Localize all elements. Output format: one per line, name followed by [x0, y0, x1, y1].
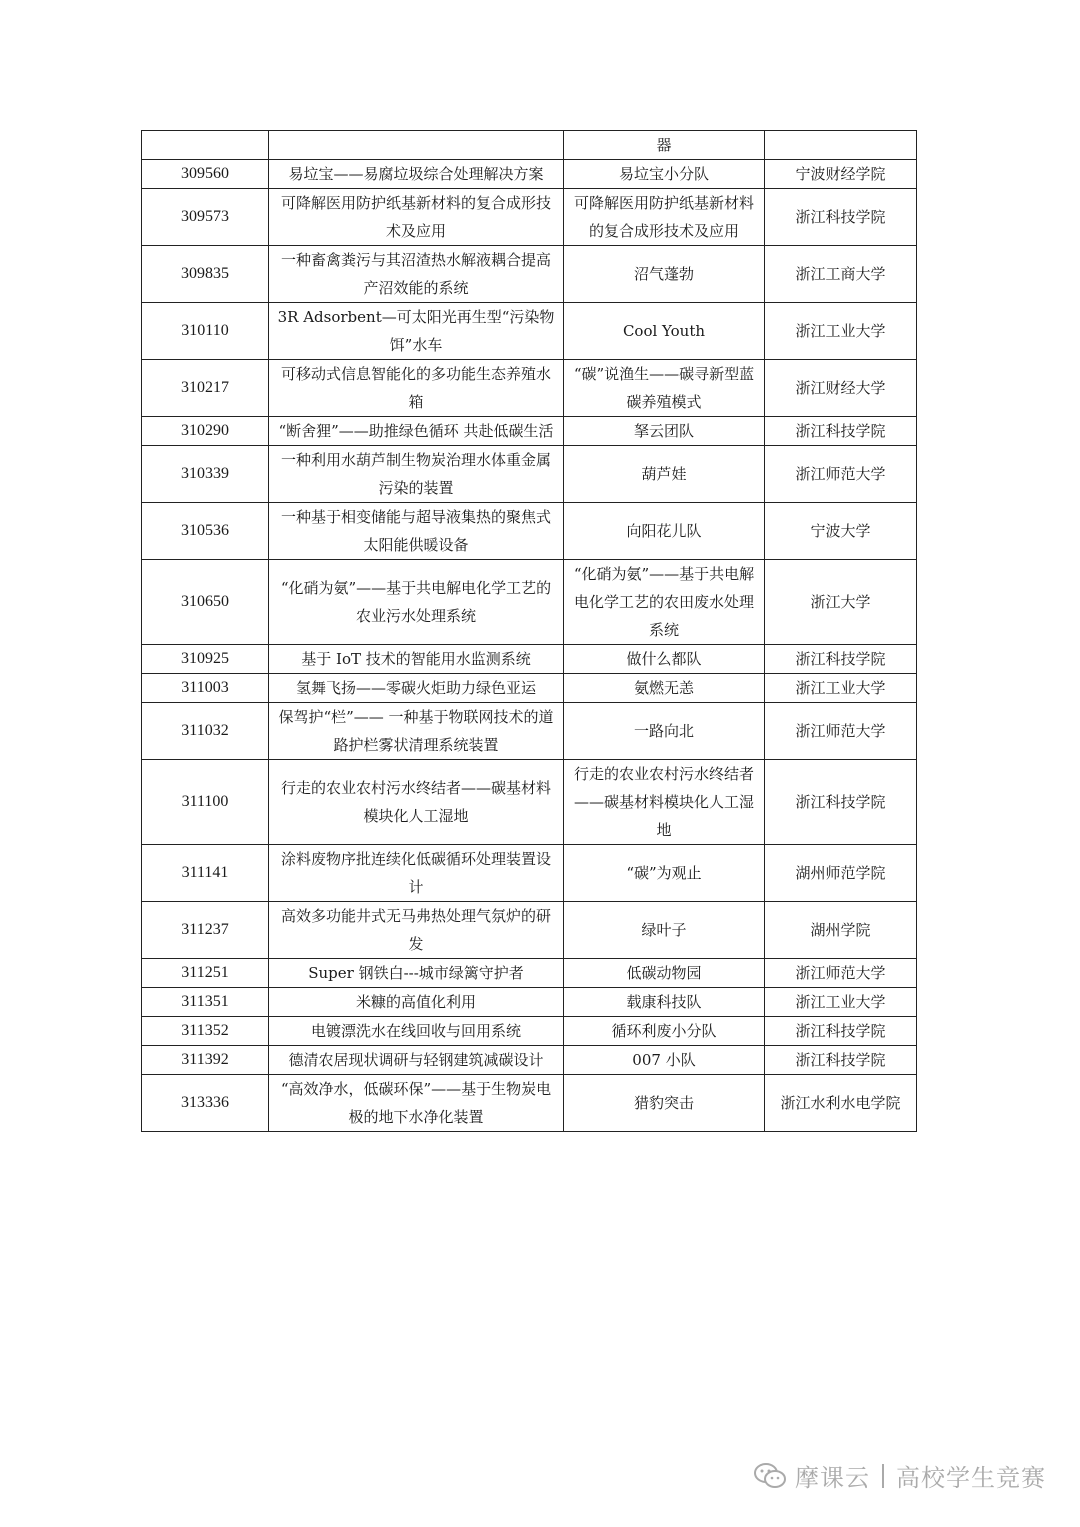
- cell-school: 浙江大学: [765, 560, 917, 645]
- table-row: [142, 417, 917, 446]
- cell-id: 311237: [142, 902, 269, 959]
- cell-team: “碳”为观止: [564, 845, 765, 902]
- table-row: [142, 303, 917, 360]
- cell-team: 拏云团队: [564, 417, 765, 446]
- cell-team: “化硝为氨”——基于共电解电化学工艺的农田废水处理系统: [564, 560, 765, 645]
- cell-id: 311003: [142, 674, 269, 703]
- cell-school: 湖州学院: [765, 902, 917, 959]
- cell-id: 309835: [142, 246, 269, 303]
- cell-id: 309573: [142, 189, 269, 246]
- cell-team: 易垃宝小分队: [564, 160, 765, 189]
- table-row: [142, 189, 917, 246]
- cell-school: 湖州师范学院: [765, 845, 917, 902]
- table-row: [142, 703, 917, 760]
- cell-team: 载康科技队: [564, 988, 765, 1017]
- cell-team: 向阳花儿队: [564, 503, 765, 560]
- table-row: [142, 246, 917, 303]
- table-row: [142, 1046, 917, 1075]
- cell-project: “高效净水，低碳环保”——基于生物炭电极的地下水净化装置: [269, 1075, 564, 1132]
- cell-project: 涂料废物序批连续化低碳循环处理装置设计: [269, 845, 564, 902]
- cell-school: 浙江水利水电学院: [765, 1075, 917, 1132]
- watermark-channel: 高校学生竞赛: [896, 1464, 1046, 1492]
- cell-id: 310650: [142, 560, 269, 645]
- watermark-brand: 摩课云: [795, 1464, 870, 1492]
- table-row: [142, 446, 917, 503]
- cell-team: 器: [564, 131, 765, 160]
- cell-team: 可降解医用防护纸基新材料的复合成形技术及应用: [564, 189, 765, 246]
- cell-id: 310290: [142, 417, 269, 446]
- cell-team: 做什么都队: [564, 645, 765, 674]
- cell-project: 保驾护“栏”—— 一种基于物联网技术的道路护栏雾状清理系统装置: [269, 703, 564, 760]
- cell-id: 310339: [142, 446, 269, 503]
- table-row: [142, 1075, 917, 1132]
- cell-id: 311352: [142, 1017, 269, 1046]
- project-table: [141, 130, 917, 1132]
- cell-project: 基于 IoT 技术的智能用水监测系统: [269, 645, 564, 674]
- cell-school: [765, 131, 917, 160]
- table-row: [142, 760, 917, 845]
- table-row: [142, 959, 917, 988]
- cell-project: 一种基于相变储能与超导液集热的聚焦式太阳能供暖设备: [269, 503, 564, 560]
- table-row: [142, 988, 917, 1017]
- table-body: [142, 131, 917, 1132]
- cell-team: 低碳动物园: [564, 959, 765, 988]
- cell-project: 米糠的高值化利用: [269, 988, 564, 1017]
- cell-id: [142, 131, 269, 160]
- cell-team: Cool Youth: [564, 303, 765, 360]
- cell-school: 浙江工业大学: [765, 674, 917, 703]
- cell-school: 宁波财经学院: [765, 160, 917, 189]
- cell-project: “断舍狸”——助推绿色循环 共赴低碳生活: [269, 417, 564, 446]
- cell-school: 浙江科技学院: [765, 1017, 917, 1046]
- cell-team: 绿叶子: [564, 902, 765, 959]
- cell-id: 310217: [142, 360, 269, 417]
- cell-id: 311032: [142, 703, 269, 760]
- table-row: [142, 845, 917, 902]
- cell-id: 311100: [142, 760, 269, 845]
- cell-school: 浙江师范大学: [765, 446, 917, 503]
- cell-team: 007 小队: [564, 1046, 765, 1075]
- cell-school: 浙江科技学院: [765, 645, 917, 674]
- table-row: [142, 674, 917, 703]
- cell-id: 309560: [142, 160, 269, 189]
- cell-id: 310110: [142, 303, 269, 360]
- cell-project: 一种利用水葫芦制生物炭治理水体重金属污染的装置: [269, 446, 564, 503]
- cell-project: Super 钢铁白---城市绿篱守护者: [269, 959, 564, 988]
- cell-team: 氨燃无恙: [564, 674, 765, 703]
- table-row: [142, 360, 917, 417]
- cell-school: 浙江科技学院: [765, 417, 917, 446]
- table-row: [142, 560, 917, 645]
- cell-school: 浙江工业大学: [765, 988, 917, 1017]
- cell-project: 可移动式信息智能化的多功能生态养殖水箱: [269, 360, 564, 417]
- cell-school: 浙江科技学院: [765, 760, 917, 845]
- cell-project: 电镀漂洗水在线回收与回用系统: [269, 1017, 564, 1046]
- cell-team: 猎豹突击: [564, 1075, 765, 1132]
- cell-project: 3R Adsorbent—可太阳光再生型“污染物饵”水车: [269, 303, 564, 360]
- table-row-continued: [142, 131, 917, 160]
- cell-school: 浙江科技学院: [765, 189, 917, 246]
- cell-project: 高效多功能井式无马弗热处理气氛炉的研发: [269, 902, 564, 959]
- cell-project: 行走的农业农村污水终结者——碳基材料模块化人工湿地: [269, 760, 564, 845]
- cell-team: 行走的农业农村污水终结者——碳基材料模块化人工湿地: [564, 760, 765, 845]
- cell-id: 310536: [142, 503, 269, 560]
- cell-team: “碳”说渔生——碳寻新型蓝碳养殖模式: [564, 360, 765, 417]
- cell-id: 313336: [142, 1075, 269, 1132]
- cell-school: 浙江科技学院: [765, 1046, 917, 1075]
- cell-project: 氢舞飞扬——零碳火炬助力绿色亚运: [269, 674, 564, 703]
- cell-project: 德清农居现状调研与轻钢建筑减碳设计: [269, 1046, 564, 1075]
- cell-id: 311351: [142, 988, 269, 1017]
- watermark: [753, 1458, 1046, 1493]
- table-row: [142, 503, 917, 560]
- cell-team: 沼气蓬勃: [564, 246, 765, 303]
- cell-id: 311392: [142, 1046, 269, 1075]
- cell-id: 311141: [142, 845, 269, 902]
- cell-project: 易垃宝——易腐垃圾综合处理解决方案: [269, 160, 564, 189]
- cell-school: 宁波大学: [765, 503, 917, 560]
- table-row: [142, 1017, 917, 1046]
- cell-team: 葫芦娃: [564, 446, 765, 503]
- cell-project: “化硝为氨”——基于共电解电化学工艺的农业污水处理系统: [269, 560, 564, 645]
- cell-project: [269, 131, 564, 160]
- cell-school: 浙江工业大学: [765, 303, 917, 360]
- cell-team: 一路向北: [564, 703, 765, 760]
- cell-project: 可降解医用防护纸基新材料的复合成形技术及应用: [269, 189, 564, 246]
- watermark-separator: [882, 1464, 884, 1488]
- cell-project: 一种畜禽粪污与其沼渣热水解液耦合提高产沼效能的系统: [269, 246, 564, 303]
- table-row: [142, 645, 917, 674]
- table-row: [142, 902, 917, 959]
- cell-team: 循环利废小分队: [564, 1017, 765, 1046]
- cell-school: 浙江工商大学: [765, 246, 917, 303]
- cell-school: 浙江师范大学: [765, 959, 917, 988]
- cell-school: 浙江师范大学: [765, 703, 917, 760]
- cell-id: 311251: [142, 959, 269, 988]
- wechat-icon: [753, 1462, 787, 1490]
- table-row: [142, 160, 917, 189]
- cell-id: 310925: [142, 645, 269, 674]
- cell-school: 浙江财经大学: [765, 360, 917, 417]
